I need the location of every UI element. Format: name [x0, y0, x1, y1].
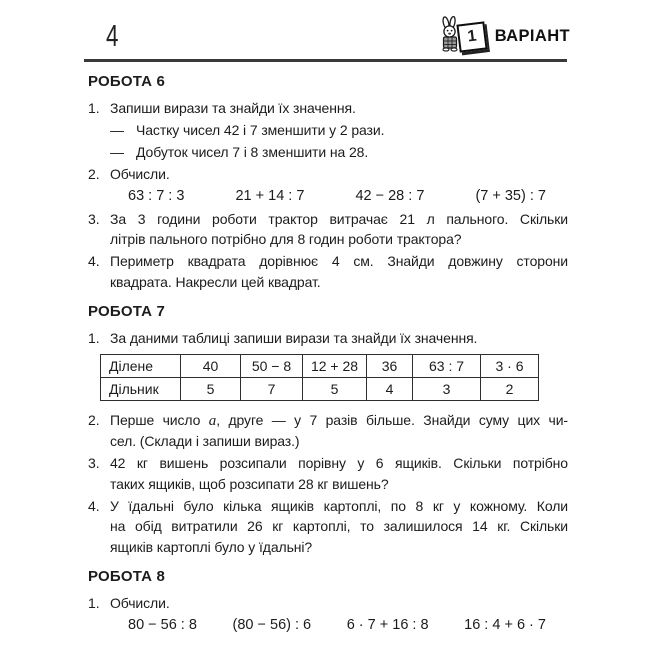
item-number: 1.	[88, 330, 100, 346]
subitem-text: Частку чисел 42 і 7 зменшити у 2 рази.	[136, 122, 385, 138]
work6-item-2	[88, 164, 568, 185]
math-expression: (80 − 56) : 6	[232, 617, 312, 633]
row-label: Дільник	[101, 377, 181, 400]
work6-item-1-sub-2	[110, 142, 568, 163]
item-text-line: Периметр квадрата дорівнює 4 см. Знайди довжину сторони	[110, 253, 568, 269]
item-number: 3.	[88, 210, 100, 227]
section-title-work7: РОБОТА 7	[88, 303, 166, 320]
item-text-line: сел. (Склади і запиши вираз.)	[110, 433, 300, 449]
page-number: 4	[106, 18, 119, 53]
item-text: Запиши вирази та знайди їх значення.	[110, 100, 356, 116]
work6-item-1-sub-1	[110, 120, 568, 141]
item-number: 4.	[88, 497, 100, 514]
item-text-line: У їдальні було кілька ящиків картоплі, по 8 кг у кожному. Коли	[110, 497, 568, 514]
item-text-line: на обід витратили 26 кг картоплі, то залишилося 14 кг. Скільки	[110, 518, 568, 534]
section-title-work6: РОБОТА 6	[88, 73, 166, 90]
math-expression: 63 : 7 : 3	[128, 188, 185, 204]
table-cell: 5	[181, 377, 241, 400]
work7-item-1	[88, 328, 568, 349]
variant-number-badge	[456, 21, 487, 52]
variant-header	[438, 16, 570, 57]
math-expression: 21 + 14 : 7	[235, 188, 305, 204]
work7-item-3	[88, 453, 568, 494]
table-row-divisor	[101, 377, 539, 400]
table-row-dividend	[101, 354, 539, 377]
item-number: 1.	[88, 595, 100, 611]
item-number: 2.	[88, 411, 100, 428]
work7-item-2	[88, 410, 568, 452]
table-cell: 2	[481, 377, 539, 400]
item-text-line: таких ящиків, щоб розсипати 28 кг вишень?	[110, 475, 389, 492]
page-header	[88, 0, 568, 62]
math-expression: 42 − 28 : 7	[355, 188, 425, 204]
work6-expression-row	[128, 186, 546, 207]
dash-bullet: —	[110, 144, 124, 160]
item-text-line: 42 кг вишень розсипали порівну у 6 ящиків. Скільки потрібно	[110, 455, 568, 471]
table-cell: 3	[413, 377, 481, 400]
table-cell: 4	[367, 377, 413, 400]
work6-item-1	[88, 98, 568, 119]
table-cell: 63 : 7	[413, 354, 481, 377]
dividend-divisor-table	[100, 354, 539, 401]
variable-a: a	[208, 412, 217, 429]
table-cell: 12 + 28	[303, 354, 367, 377]
variant-label: ВАРІАНТ	[494, 27, 570, 45]
work6-item-4	[88, 251, 568, 292]
item-text: Обчисли.	[110, 166, 170, 182]
math-expression: 6 · 7 + 16 : 8	[346, 617, 429, 633]
subitem-text: Добуток чисел 7 і 8 зменшити на 28.	[136, 144, 369, 160]
work8-expression-row	[128, 615, 546, 636]
math-expression: 16 : 4 + 6 · 7	[464, 617, 546, 633]
header-divider	[84, 59, 567, 62]
math-expression: 80 − 56 : 8	[128, 617, 197, 633]
item-number: 4.	[88, 253, 100, 269]
item-number: 1.	[88, 100, 100, 116]
page-content	[88, 0, 568, 638]
item-number: 3.	[88, 455, 100, 471]
item-text-line: Перше число a, друге — у 7 разів більше. Знайди суму цих чи-	[110, 411, 568, 429]
item-text-line: літрів пального потрібно для 8 годин роботи трактора?	[110, 231, 462, 247]
item-text-line: ящиків картоплі було у їдальні?	[110, 538, 313, 555]
table-cell: 3 · 6	[481, 354, 539, 377]
table-cell: 7	[241, 377, 303, 400]
section-title-work8: РОБОТА 8	[88, 568, 166, 585]
item-text-line: квадрата. Накресли цей квадрат.	[110, 273, 321, 290]
table-cell: 36	[367, 354, 413, 377]
work7-item-4	[88, 496, 568, 558]
row-label: Ділене	[101, 354, 181, 377]
item-number: 2.	[88, 166, 100, 182]
table-cell: 50 − 8	[241, 354, 303, 377]
item-text-line: За 3 години роботи трактор витрачає 21 л пального. Скільки	[110, 210, 568, 227]
dash-bullet: —	[110, 122, 124, 138]
math-expression: (7 + 35) : 7	[475, 188, 546, 204]
work8-item-1	[88, 593, 568, 614]
item-text: Обчисли.	[110, 595, 170, 611]
item-text: За даними таблиці запиши вирази та знайди їх значення.	[110, 330, 478, 346]
table-cell: 5	[303, 377, 367, 400]
work6-item-3	[88, 209, 568, 250]
variant-number: 1	[466, 27, 478, 45]
table-cell: 40	[181, 354, 241, 377]
